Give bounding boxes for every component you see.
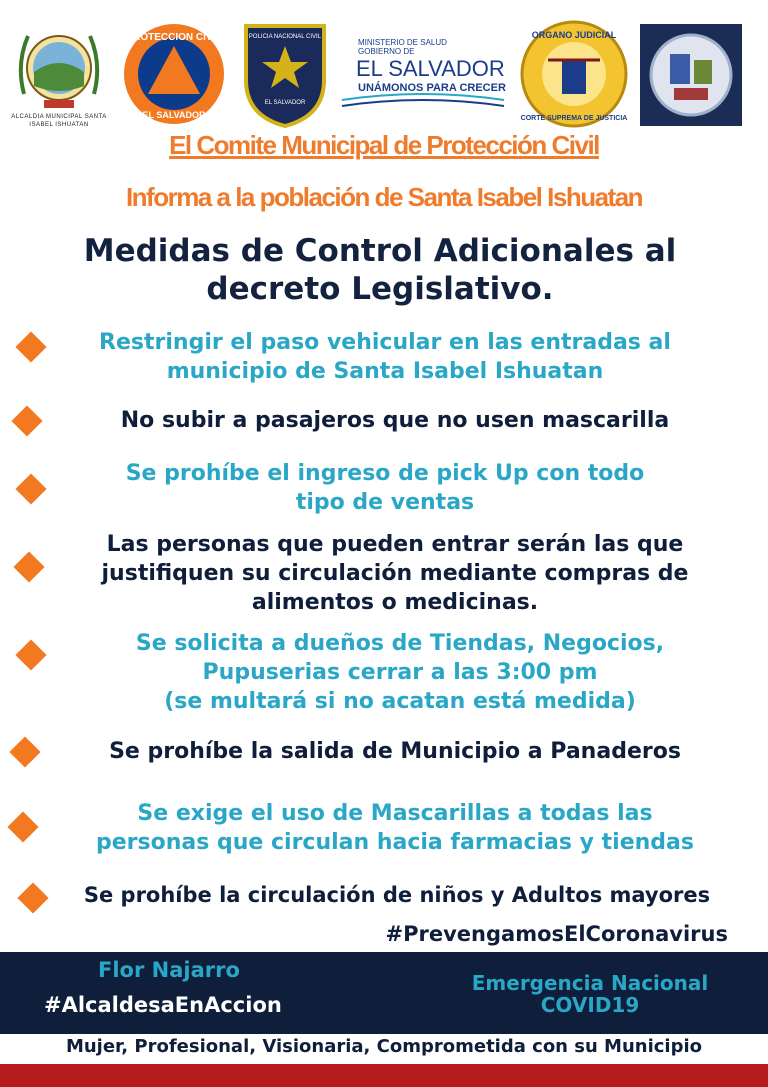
gobierno-el-salvador-logo [338, 36, 508, 116]
main-title-line1: Medidas de Control Adicionales al [83, 233, 677, 269]
measure-line: Se solicita a dueños de Tiendas, Negocios, [135, 631, 665, 656]
measure-item [60, 328, 710, 386]
bullet-diamond-icon [11, 405, 42, 436]
mayor-name: Flor Najarro [98, 958, 240, 982]
bullet-diamond-icon [15, 331, 46, 362]
main-title-line2: decreto Legislativo. [206, 271, 554, 307]
measure-line: alimentos o medicinas. [251, 590, 539, 615]
measure-line: (se multará si no acatan está medida) [164, 689, 636, 714]
bullet-diamond-icon [7, 811, 38, 842]
mayor-hashtag: #AlcaldesaEnAccion [44, 993, 282, 1017]
organo-judicial-logo [518, 20, 630, 128]
emergency-line2: COVID19 [540, 993, 640, 1017]
measure-line: tipo de ventas [295, 490, 475, 515]
bullet-diamond-icon [15, 639, 46, 670]
judicial-bottom-text: CORTE SUPREMA DE JUSTICIA [520, 115, 628, 122]
measure-item [60, 406, 730, 435]
measure-item [55, 530, 735, 617]
alcaldia-caption: ALCALDIA MUNICIPAL SANTA ISABEL ISHUATAN [11, 114, 107, 128]
measure-line: Se prohíbe el ingreso de pick Up con todo [125, 461, 645, 486]
footer-band [0, 952, 768, 1034]
main-title [40, 232, 720, 308]
proteccion-bottom-text: EL SALVADOR [142, 110, 206, 120]
motto-bar [0, 1034, 768, 1064]
policia-bottom-text: EL SALVADOR [264, 100, 306, 106]
proteccion-civil-logo [120, 22, 228, 126]
measure-item [50, 737, 740, 766]
measure-line: Restringir el paso vehicular en las entradas al [99, 330, 671, 355]
measure-item [50, 799, 740, 857]
committee-heading: El Comite Municipal de Protección Civil [169, 130, 599, 160]
emergency-line1: Emergencia Nacional [471, 971, 709, 995]
measure-item [60, 459, 710, 517]
measure-line: Pupuserias cerrar a las 3:00 pm [202, 660, 598, 685]
measure-line: Se exige el uso de Mascarillas a todas las [137, 801, 653, 826]
gobierno-line4: UNÁMONOS PARA CRECER [358, 82, 506, 94]
red-bottom-bar [0, 1064, 768, 1087]
measure-line: personas que circulan hacia farmacias y tiendas [96, 830, 694, 855]
measure-line: municipio de Santa Isabel Ishuatan [166, 359, 604, 384]
measure-item [60, 629, 740, 716]
bullet-diamond-icon [13, 551, 44, 582]
bullet-diamond-icon [9, 736, 40, 767]
school-emblem-logo [640, 24, 742, 126]
gobierno-line3: EL SALVADOR [356, 56, 505, 81]
policia-nacional-logo [240, 20, 330, 130]
emergency-notice [440, 972, 740, 1016]
alcaldia-seal-logo [14, 24, 104, 112]
bullet-diamond-icon [15, 473, 46, 504]
measure-line: Las personas que pueden entrar serán las que [106, 532, 684, 557]
policia-top-text: POLICIA NACIONAL CIVIL [248, 34, 322, 40]
judicial-top-text: ORGANO JUDICIAL [531, 30, 617, 40]
population-heading: Informa a la población de Santa Isabel Ishuatan [125, 182, 643, 212]
measure-line: justifiquen su circulación mediante compras de [101, 561, 689, 586]
measure-line: No subir a pasajeros que no usen mascarilla [120, 408, 670, 433]
measure-line: Se prohíbe la circulación de niños y Adultos mayores [83, 883, 711, 907]
proteccion-top-text: PROTECCION CIVIL [126, 32, 222, 43]
bullet-diamond-icon [17, 882, 48, 913]
measure-line: Se prohíbe la salida de Municipio a Panaderos [109, 739, 681, 764]
gobierno-line1: MINISTERIO DE SALUD [358, 38, 447, 47]
measure-item [54, 881, 740, 910]
motto-text: Mujer, Profesional, Visionaria, Comprometida con su Municipio [65, 1036, 703, 1057]
gobierno-line2: GOBIERNO DE [358, 47, 415, 56]
hashtag-prevention: #PrevengamosElCoronavirus [385, 922, 728, 946]
